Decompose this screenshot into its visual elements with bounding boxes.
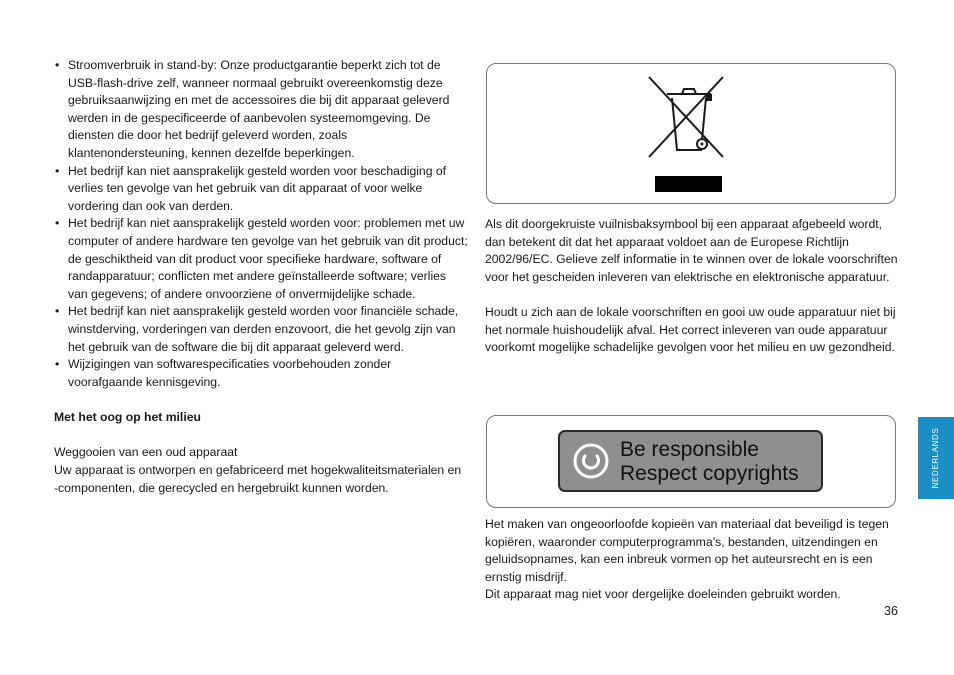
page-number: 36 (884, 604, 898, 618)
list-item: • Het bedrijf kan niet aansprakelijk gesteld worden voor: problemen met uw computer of andere hardware ten gevolge van het gebruik van dit product; de geschiktheid van dit product voor specifieke hardware, software of randapparatuur; conflicten met andere geïnstalleerde software; verlies van gegevens; of andere onvoorziene of onvermijdelijke schade. (54, 215, 468, 303)
logo-text-line-2: Respect copyrights (620, 462, 799, 485)
copyright-paragraph-2: Dit apparaat mag niet voor dergelijke doeleinden gebruikt worden. (485, 587, 841, 602)
section-heading: Met het oog op het milieu (54, 410, 201, 425)
weee-paragraph-1: Als dit doorgekruiste vuilnisbaksymbool bij een apparaat afgebeeld wordt, dan betekent dit dat het apparaat voldoet aan de Europese Richtlijn 2002/96/EC. Gelieve zelf informatie in te winnen over de lokale voorschriften voor het gescheiden inleveren van elektrische en elektronische apparatuur. (485, 217, 898, 284)
list-item: • Stroomverbruik in stand-by: Onze productgarantie beperkt zich tot de USB-flash-drive zelf, wanneer normaal gebruikt overeenkomstig deze gebruiksaanwijzing en met de accessoires die bij dit apparaat geleverd werden in de gespecificeerde of aanbevolen systeemomgeving. De diensten die door het bedrijf geleverd worden, zoals klantenondersteuning, kennen dezelfde beperkingen. (54, 57, 468, 163)
crossed-out-wheelie-bin-icon (487, 64, 895, 203)
be-responsible-logo (558, 430, 823, 492)
be-responsible-logo-icon (573, 443, 609, 479)
language-tab (918, 417, 954, 499)
list-item: • Het bedrijf kan niet aansprakelijk gesteld worden voor beschadiging of verlies ten gevolge van het gebruik van dit apparaat of voor welke vordering dan ook van derden. (54, 163, 468, 216)
logo-text-line-1: Be responsible (620, 438, 759, 461)
list-item: • Wijzigingen van softwarespecificaties voorbehouden zonder voorafgaande kennisgeving. (54, 356, 468, 391)
language-tab-label: NEDERLANDS (931, 427, 940, 489)
list-item: • Het bedrijf kan niet aansprakelijk gesteld worden voor financiële schade, winstderving, vorderingen van derden enzovoort, die het gevolg zijn van het gebruik van de software die bij dit apparaat geleverd werd. (54, 303, 468, 356)
copyright-figure (486, 415, 896, 508)
copyright-paragraph-1: Het maken van ongeoorloofde kopieën van materiaal dat beveiligd is tegen kopiëren, waaronder computerprogramma’s, bestanden, uitzendingen en geluidsopnames, kan een inbreuk vormen op het auteursrecht en is een ernstig misdrijf. (485, 517, 889, 584)
weee-paragraph-2: Houdt u zich aan de lokale voorschriften en gooi uw oude apparatuur niet bij het normale huishoudelijk afval. Het correct inleveren van oude apparatuur voorkomt mogelijke schadelijke gevolgen voor het milieu en uw gezondheid. (485, 304, 896, 355)
subheading: Weggooien van een oud apparaat (54, 445, 238, 460)
copyright-text (485, 516, 901, 604)
weee-text (485, 216, 901, 357)
environment-paragraph: Uw apparaat is ontworpen en gefabriceerd met hogekwaliteitsmaterialen en -componenten, die gerecycled en hergebruikt kunnen worden. (54, 463, 462, 495)
weee-figure (486, 63, 896, 204)
disclaimer-list (54, 57, 468, 391)
left-column (54, 57, 468, 497)
